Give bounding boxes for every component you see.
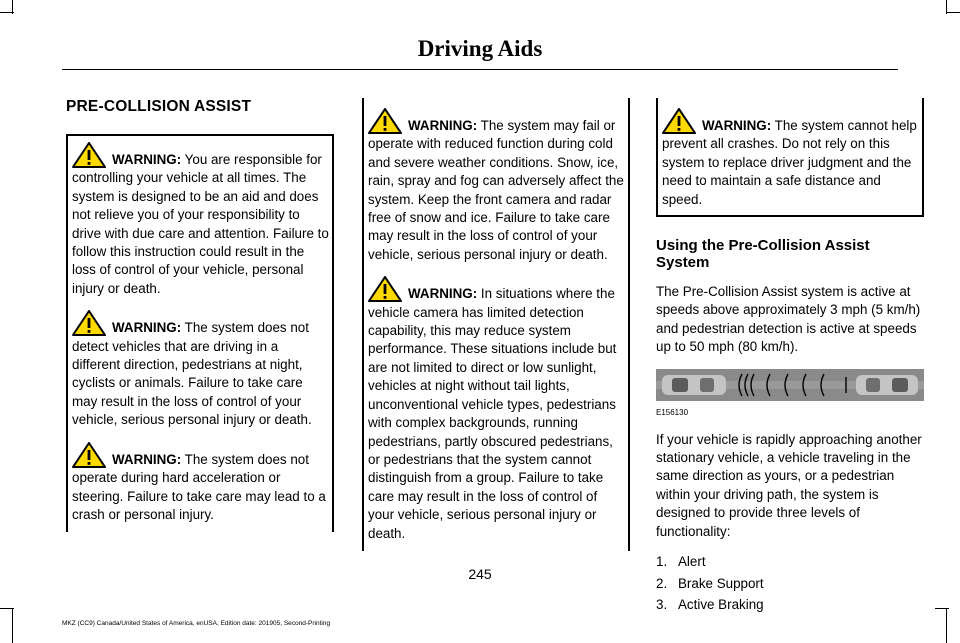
vehicle-radar-illustration (656, 369, 924, 401)
figure-code: E156130 (656, 407, 689, 417)
warning-box (362, 98, 630, 551)
crop-mark (0, 12, 14, 13)
list-item: 3. Active Braking (656, 596, 764, 612)
crop-mark (946, 12, 960, 13)
warning-box (656, 98, 924, 217)
warning-label: WARNING: (408, 286, 478, 302)
crop-mark (12, 608, 13, 643)
warning-triangle-icon (662, 108, 696, 134)
warning-label: WARNING: (702, 118, 772, 133)
warning-label: WARNING: (408, 118, 478, 133)
page-header-title: Driving Aids (417, 36, 543, 61)
crop-mark (946, 608, 947, 643)
warning-item (368, 276, 626, 543)
warning-triangle-icon (72, 142, 106, 168)
list-item: 1. Alert (656, 554, 706, 570)
warning-label: WARNING: (112, 451, 182, 467)
figure (656, 369, 924, 417)
warning-item (72, 442, 330, 525)
page-number: 245 (468, 566, 492, 582)
warning-text: In situations where the vehicle camera has limited detection capability, this may reduce system performance. These situations include but are not limited to direct or low sunlight, vehicles at night without tail lights, unconventional vehicle types, pedestrians with complex backgrounds, running pedestrians, partly obscured pedestrians, or pedestrians that the system cannot distinguish from a group. Failure to take care may result in the loss of control of your vehicle, serious personal injury or death. (368, 286, 617, 541)
subheading: Using the Pre-Collision Assist System (656, 237, 870, 272)
paragraph: The Pre-Collision Assist system is active at speeds above approximately 3 mph (5 km/h) and pedestrian detection is active at speeds up to 50 mph (80 km/h). (656, 284, 921, 355)
footer-text: MKZ (CC9) Canada/United States of America, enUSA, Edition date: 201905, Second-Printing (62, 620, 331, 627)
warning-item (72, 142, 330, 298)
warning-text: The system does not operate during hard acceleration or steering. Failure to take care may lead to a crash or personal injury. (72, 451, 326, 522)
warning-item (368, 108, 626, 264)
warning-triangle-icon (368, 276, 402, 302)
column-1 (66, 98, 334, 532)
warning-item (72, 310, 330, 429)
section-title: PRE-COLLISION ASSIST (66, 98, 252, 115)
warning-label: WARNING: (112, 320, 182, 336)
functionality-levels-list (656, 553, 924, 614)
paragraph: If your vehicle is rapidly approaching another stationary vehicle, a vehicle traveling in the same direction as yours, or a pedestrian within your driving path, the system is designed to provide three levels of functionality: (656, 431, 922, 539)
warning-text: The system cannot help prevent all crashes. Do not rely on this system to replace driver judgment and the need to maintain a safe distance and speed. (662, 118, 917, 207)
warning-label: WARNING: (112, 152, 182, 167)
warning-triangle-icon (72, 442, 106, 468)
warning-item (662, 108, 920, 209)
warning-triangle-icon (368, 108, 402, 134)
warning-text: The system does not detect vehicles that are driving in a different direction, pedestrians at night, cyclists or animals. Failure to take care may result in the loss of control of your vehicle, serious personal injury or death. (72, 320, 312, 428)
header-rule (62, 69, 898, 70)
crop-mark (0, 608, 14, 609)
warning-triangle-icon (72, 310, 106, 336)
column-3 (656, 98, 924, 617)
warning-text: The system may fail or operate with reduced function during cold and severe weather conditions. Snow, ice, rain, spray and fog can adversely affect the system. Keep the front camera and radar free of snow and ice. Failure to take care may result in the loss of control of your vehicle, serious personal injury or death. (368, 118, 624, 262)
warning-box (66, 134, 334, 532)
column-2 (362, 98, 630, 551)
list-item: 2. Brake Support (656, 575, 764, 591)
warning-text: You are responsible for controlling your vehicle at all times. The system is designed to be an aid and does not relieve you of your responsibility to drive with due care and attention. Failure to follow this instruction could result in the loss of control of your vehicle, personal injury or death. (72, 152, 329, 296)
crop-mark (935, 608, 949, 609)
